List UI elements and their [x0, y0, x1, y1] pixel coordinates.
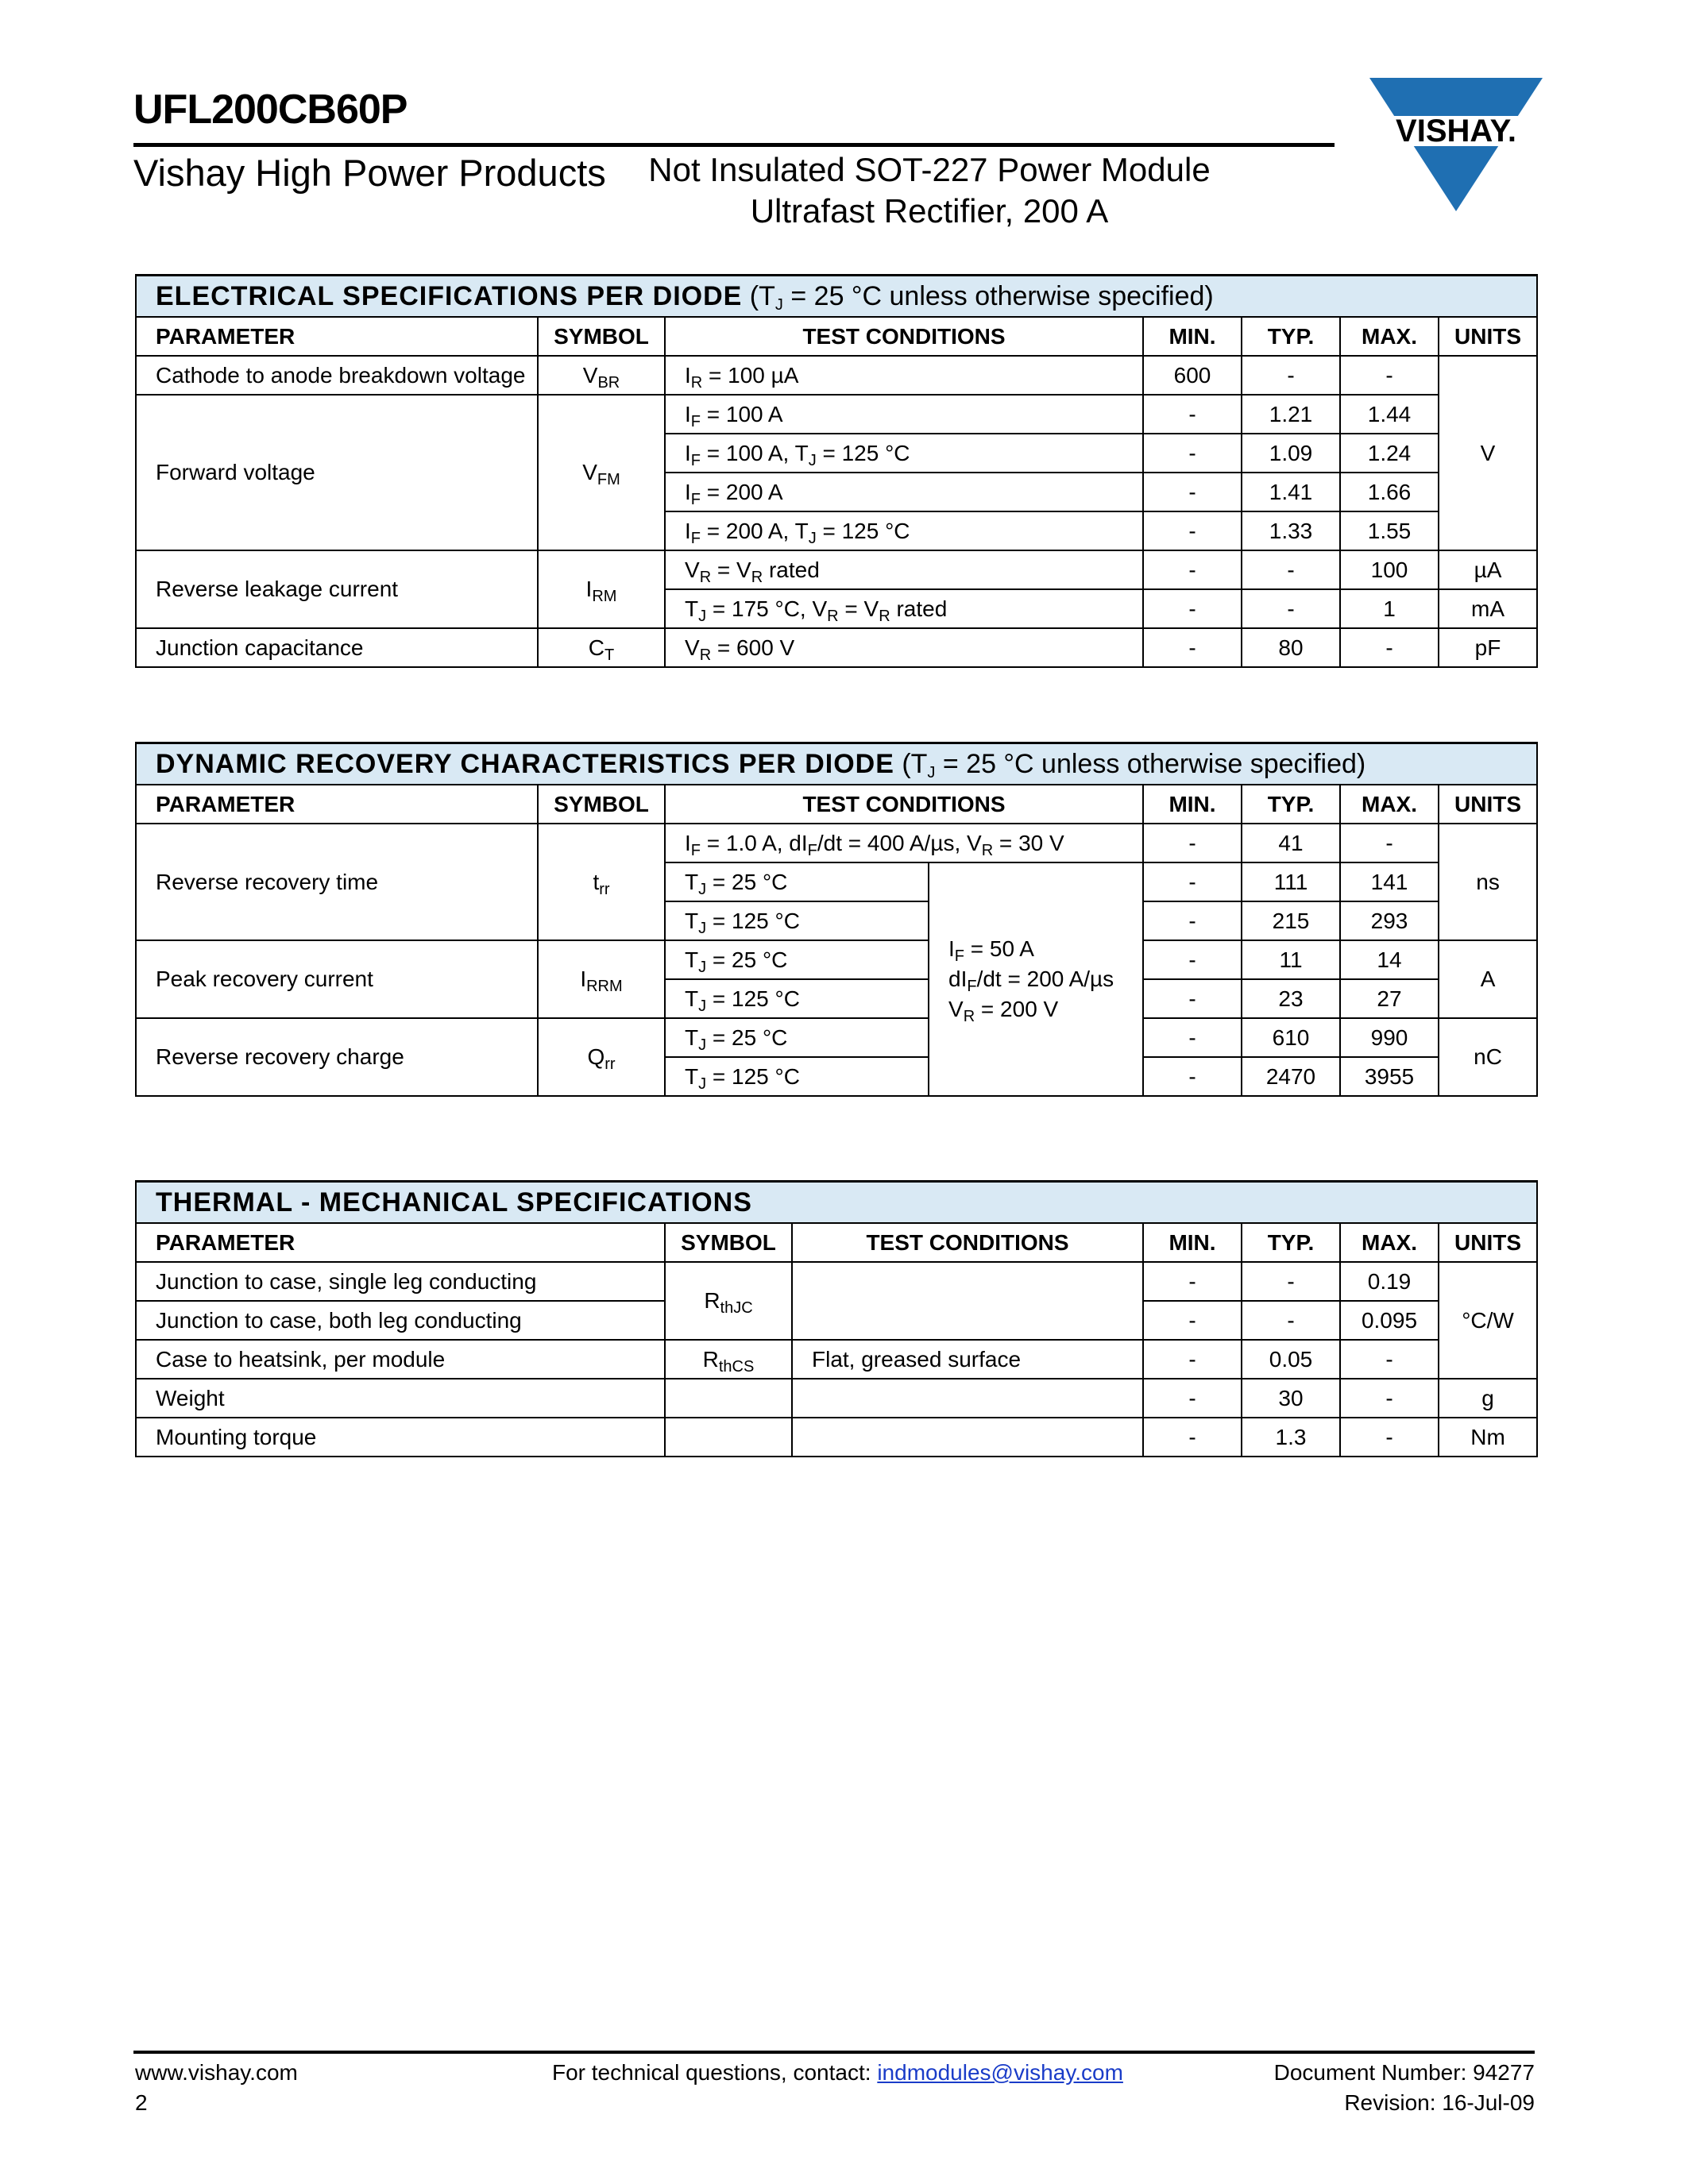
conditions-cell	[792, 1262, 1143, 1340]
col-header-test-conditions: TEST CONDITIONS	[665, 317, 1143, 356]
col-header-test-conditions: TEST CONDITIONS	[792, 1223, 1143, 1262]
shared-conditions-cell: $I_F = 50$ A $dI_F/dt = 200$ A/µs $V_R = 200$ V	[929, 862, 1143, 1096]
max-cell: 141	[1340, 862, 1439, 901]
col-header-symbol: SYMBOL	[538, 317, 665, 356]
max-cell: 0.095	[1340, 1301, 1439, 1340]
min-cell: -	[1143, 1301, 1242, 1340]
parameter-cell: Cathode to anode breakdown voltage	[136, 356, 538, 395]
typ-cell: -	[1242, 1301, 1340, 1340]
max-cell: 3955	[1340, 1057, 1439, 1096]
col-header-typ: TYP.	[1242, 317, 1340, 356]
col-header-units: UNITS	[1439, 317, 1537, 356]
max-cell: 1.55	[1340, 511, 1439, 550]
typ-cell: 1.41	[1242, 473, 1340, 511]
col-header-typ: TYP.	[1242, 785, 1340, 824]
min-cell: -	[1143, 940, 1242, 979]
conditions-cell	[792, 1379, 1143, 1418]
typ-cell: 11	[1242, 940, 1340, 979]
part-number: UFL200CB60P	[133, 87, 408, 133]
header-rule	[133, 143, 1335, 147]
min-cell: -	[1143, 1418, 1242, 1457]
table-title: THERMAL - MECHANICAL SPECIFICATIONS	[136, 1182, 1537, 1224]
parameter-cell: Reverse recovery time	[136, 824, 538, 940]
min-cell: -	[1143, 1340, 1242, 1379]
min-cell: -	[1143, 395, 1242, 434]
min-cell: -	[1143, 1379, 1242, 1418]
typ-cell: 0.05	[1242, 1340, 1340, 1379]
min-cell: -	[1143, 473, 1242, 511]
conditions-cell: $T_J = 25$ °C	[665, 940, 929, 979]
parameter-cell: Peak recovery current	[136, 940, 538, 1018]
typ-cell: 30	[1242, 1379, 1340, 1418]
symbol-cell: $I_{RM}$	[538, 550, 665, 628]
table-row	[136, 1262, 1537, 1301]
typ-cell: 111	[1242, 862, 1340, 901]
parameter-cell: Junction capacitance	[136, 628, 538, 667]
footer-rule	[133, 2051, 1535, 2054]
conditions-cell: $V_R = V_R$ rated	[665, 550, 1143, 589]
units-cell: mA	[1439, 589, 1537, 628]
units-cell: A	[1439, 940, 1537, 1018]
revision-date: Revision: 16-Jul-09	[1344, 2090, 1535, 2115]
col-header-symbol: SYMBOL	[665, 1223, 792, 1262]
col-header-parameter: PARAMETER	[136, 785, 538, 824]
vishay-logo	[1368, 78, 1544, 213]
table-row	[136, 550, 1537, 589]
typ-cell: -	[1242, 550, 1340, 589]
typ-cell: 1.33	[1242, 511, 1340, 550]
table-row	[136, 356, 1537, 395]
max-cell: 100	[1340, 550, 1439, 589]
conditions-cell: $I_R = 100$ µA	[665, 356, 1143, 395]
units-cell: ns	[1439, 824, 1537, 940]
parameter-cell: Forward voltage	[136, 395, 538, 550]
symbol-cell: $V_{FM}$	[538, 395, 665, 550]
col-header-parameter: PARAMETER	[136, 317, 538, 356]
parameter-cell: Reverse recovery charge	[136, 1018, 538, 1096]
conditions-cell: $T_J = 125$ °C	[665, 979, 929, 1018]
table-row	[136, 1418, 1537, 1457]
symbol-cell: $C_T$	[538, 628, 665, 667]
conditions-cell: $I_F = 1.0$ A, $dI_F/dt = 400$ A/µs, $V_R = 30$ V	[665, 824, 1143, 862]
col-header-min: MIN.	[1143, 785, 1242, 824]
min-cell: -	[1143, 550, 1242, 589]
min-cell: 600	[1143, 356, 1242, 395]
table-row	[136, 1379, 1537, 1418]
units-cell: °C/W	[1439, 1262, 1537, 1379]
symbol-cell	[665, 1418, 792, 1457]
product-subtitle	[628, 149, 1231, 232]
units-cell: V	[1439, 356, 1537, 550]
units-cell: nC	[1439, 1018, 1537, 1096]
thermal-mechanical-table	[135, 1180, 1538, 1457]
typ-cell: 1.21	[1242, 395, 1340, 434]
table-title: DYNAMIC RECOVERY CHARACTERISTICS PER DIODE ($T_J = 25$ °C unless otherwise specified)	[136, 743, 1537, 785]
col-header-symbol: SYMBOL	[538, 785, 665, 824]
typ-cell: 41	[1242, 824, 1340, 862]
units-cell: pF	[1439, 628, 1537, 667]
website-link[interactable]: www.vishay.com	[135, 2060, 298, 2085]
max-cell: 990	[1340, 1018, 1439, 1057]
min-cell: -	[1143, 589, 1242, 628]
max-cell: -	[1340, 1418, 1439, 1457]
col-header-max: MAX.	[1340, 317, 1439, 356]
page-number: 2	[135, 2090, 148, 2115]
typ-cell: 1.3	[1242, 1418, 1340, 1457]
parameter-cell: Junction to case, single leg conducting	[136, 1262, 665, 1301]
table-row	[136, 940, 1537, 979]
min-cell: -	[1143, 1057, 1242, 1096]
contact-label: For technical questions, contact:	[552, 2060, 871, 2085]
symbol-cell: $I_{RRM}$	[538, 940, 665, 1018]
min-cell: -	[1143, 901, 1242, 940]
col-header-min: MIN.	[1143, 317, 1242, 356]
col-header-units: UNITS	[1439, 1223, 1537, 1262]
conditions-cell: $T_J = 175$ °C, $V_R = V_R$ rated	[665, 589, 1143, 628]
contact-line	[552, 2060, 1123, 2086]
max-cell: 1.44	[1340, 395, 1439, 434]
min-cell: -	[1143, 979, 1242, 1018]
conditions-cell	[792, 1418, 1143, 1457]
parameter-cell: Weight	[136, 1379, 665, 1418]
max-cell: 293	[1340, 901, 1439, 940]
typ-cell: -	[1242, 356, 1340, 395]
table-row	[136, 824, 1537, 862]
table-row	[136, 1340, 1537, 1379]
units-cell: Nm	[1439, 1418, 1537, 1457]
table-row	[136, 395, 1537, 434]
typ-cell: 610	[1242, 1018, 1340, 1057]
typ-cell: 2470	[1242, 1057, 1340, 1096]
contact-email-link[interactable]: indmodules@vishay.com	[877, 2060, 1123, 2085]
symbol-cell: $R_{thJC}$	[665, 1262, 792, 1340]
col-header-typ: TYP.	[1242, 1223, 1340, 1262]
conditions-cell: $T_J = 25$ °C	[665, 862, 929, 901]
subtitle-line-2: Ultrafast Rectifier, 200 A	[750, 192, 1109, 230]
subtitle-line-1: Not Insulated SOT-227 Power Module	[648, 151, 1211, 188]
max-cell: 1.24	[1340, 434, 1439, 473]
col-header-parameter: PARAMETER	[136, 1223, 665, 1262]
table-title: ELECTRICAL SPECIFICATIONS PER DIODE ($T_J = 25$ °C unless otherwise specified)	[136, 276, 1537, 318]
symbol-cell: $t_{rr}$	[538, 824, 665, 940]
parameter-cell: Case to heatsink, per module	[136, 1340, 665, 1379]
electrical-specifications-table	[135, 274, 1538, 668]
symbol-cell: $Q_{rr}$	[538, 1018, 665, 1096]
min-cell: -	[1143, 511, 1242, 550]
conditions-cell: $I_F = 200$ A, $T_J = 125$ °C	[665, 511, 1143, 550]
table-row	[136, 1018, 1537, 1057]
typ-cell: 215	[1242, 901, 1340, 940]
conditions-cell: $V_R = 600$ V	[665, 628, 1143, 667]
min-cell: -	[1143, 434, 1242, 473]
col-header-test-conditions: TEST CONDITIONS	[665, 785, 1143, 824]
svg-text:VISHAY.: VISHAY.	[1396, 114, 1516, 149]
max-cell: 14	[1340, 940, 1439, 979]
symbol-cell: $R_{thCS}$	[665, 1340, 792, 1379]
max-cell: 1.66	[1340, 473, 1439, 511]
conditions-cell: $I_F = 200$ A	[665, 473, 1143, 511]
max-cell: 1	[1340, 589, 1439, 628]
max-cell: -	[1340, 628, 1439, 667]
typ-cell: -	[1242, 1262, 1340, 1301]
max-cell: -	[1340, 824, 1439, 862]
units-cell: µA	[1439, 550, 1537, 589]
typ-cell: -	[1242, 589, 1340, 628]
conditions-cell: $T_J = 125$ °C	[665, 901, 929, 940]
col-header-min: MIN.	[1143, 1223, 1242, 1262]
units-cell: g	[1439, 1379, 1537, 1418]
table-row	[136, 628, 1537, 667]
conditions-cell: $T_J = 125$ °C	[665, 1057, 929, 1096]
parameter-cell: Junction to case, both leg conducting	[136, 1301, 665, 1340]
max-cell: -	[1340, 1340, 1439, 1379]
typ-cell: 23	[1242, 979, 1340, 1018]
company-name: Vishay High Power Products	[133, 152, 606, 194]
max-cell: 27	[1340, 979, 1439, 1018]
min-cell: -	[1143, 628, 1242, 667]
max-cell: -	[1340, 356, 1439, 395]
max-cell: -	[1340, 1379, 1439, 1418]
typ-cell: 1.09	[1242, 434, 1340, 473]
conditions-cell: $I_F = 100$ A, $T_J = 125$ °C	[665, 434, 1143, 473]
col-header-max: MAX.	[1340, 1223, 1439, 1262]
min-cell: -	[1143, 824, 1242, 862]
typ-cell: 80	[1242, 628, 1340, 667]
conditions-cell: $T_J = 25$ °C	[665, 1018, 929, 1057]
dynamic-recovery-table	[135, 742, 1538, 1097]
conditions-cell: $I_F = 100$ A	[665, 395, 1143, 434]
min-cell: -	[1143, 1262, 1242, 1301]
col-header-max: MAX.	[1340, 785, 1439, 824]
parameter-cell: Reverse leakage current	[136, 550, 538, 628]
conditions-cell: Flat, greased surface	[792, 1340, 1143, 1379]
col-header-units: UNITS	[1439, 785, 1537, 824]
max-cell: 0.19	[1340, 1262, 1439, 1301]
symbol-cell	[665, 1379, 792, 1418]
symbol-cell: $V_{BR}$	[538, 356, 665, 395]
min-cell: -	[1143, 862, 1242, 901]
min-cell: -	[1143, 1018, 1242, 1057]
document-number: Document Number: 94277	[1273, 2060, 1535, 2085]
parameter-cell: Mounting torque	[136, 1418, 665, 1457]
